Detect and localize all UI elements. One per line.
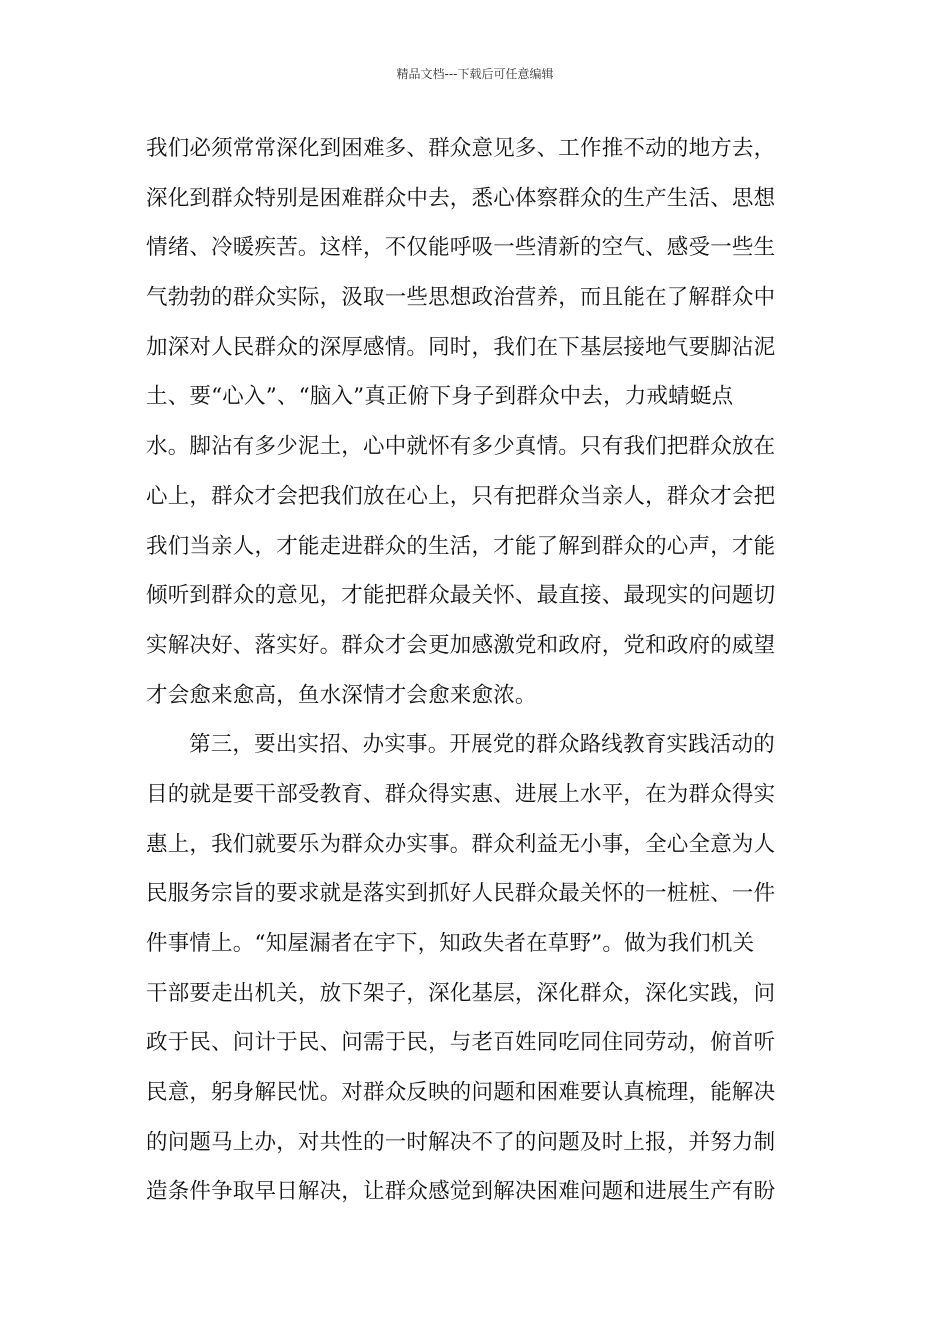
text-line: 才会愈来愈高，鱼水深情才会愈来愈浓。	[146, 682, 537, 708]
text-line: 加深对人民群众的深厚感情。同时，我们在下基层接地气要脚沾泥	[146, 334, 776, 360]
text-line: 惠上，我们就要乐为群众办实事。群众利益无小事，全心全意为人	[146, 831, 776, 857]
text-line: 情绪、冷暖疾苦。这样，不仅能呼吸一些清新的空气、感受一些生	[146, 235, 776, 261]
text-line: 深化到群众特别是困难群众中去，悉心体察群众的生产生活、思想	[146, 185, 776, 211]
text-line: 我们必须常常深化到困难多、群众意见多、工作推不动的地方去，	[146, 136, 776, 161]
text-line: 件事情上。“知屋漏者在宇下，知政失者在草野”。做为我们机关	[146, 931, 755, 956]
text-line: 心上，群众才会把我们放在心上，只有把群众当亲人，群众才会把	[146, 483, 776, 509]
paragraph-1	[146, 124, 806, 720]
text-line: 政于民、问计于民、问需于民，与老百姓同吃同住同劳动，俯首听	[146, 1030, 776, 1056]
text-line: 我们当亲人，才能走进群众的生活，才能了解到群众的心声，才能	[146, 533, 776, 559]
page-header: 精品文档---下载后可任意编辑	[396, 67, 554, 81]
text-line: 民服务宗旨的要求就是落实到抓好人民群众最关怀的一桩桩、一件	[146, 881, 776, 907]
text-line: 的问题马上办，对共性的一时解决不了的问题及时上报，并努力制	[146, 1129, 776, 1155]
text-line: 土、要“心入”、“脑入”真正俯下身子到群众中去，力戒蜻蜓点	[146, 384, 734, 410]
paragraph-2	[146, 720, 806, 1217]
text-line: 气勃勃的群众实际，汲取一些思想政治营养，而且能在了解群众中	[146, 285, 776, 311]
text-line: 倾听到群众的意见，才能把群众最关怀、最直接、最现实的问题切	[146, 583, 776, 609]
text-line: 目的就是要干部受教育、群众得实惠、进展上水平，在为群众得实	[146, 781, 776, 807]
text-line: 水。脚沾有多少泥土，心中就怀有多少真情。只有我们把群众放在	[146, 434, 776, 460]
text-line-indented: 第三，要出实招、办实事。开展党的群众路线教育实践活动的	[189, 732, 775, 758]
text-line: 干部要走出机关，放下架子，深化基层，深化群众，深化实践，问	[146, 980, 776, 1006]
text-line: 造条件争取早日解决，让群众感觉到解决困难问题和进展生产有盼	[146, 1179, 776, 1205]
text-line: 实解决好、落实好。群众才会更加感激党和政府，党和政府的威望	[146, 632, 776, 658]
text-line: 民意，躬身解民忧。对群众反映的问题和困难要认真梳理，能解决	[146, 1080, 776, 1106]
document-body	[146, 124, 806, 1217]
